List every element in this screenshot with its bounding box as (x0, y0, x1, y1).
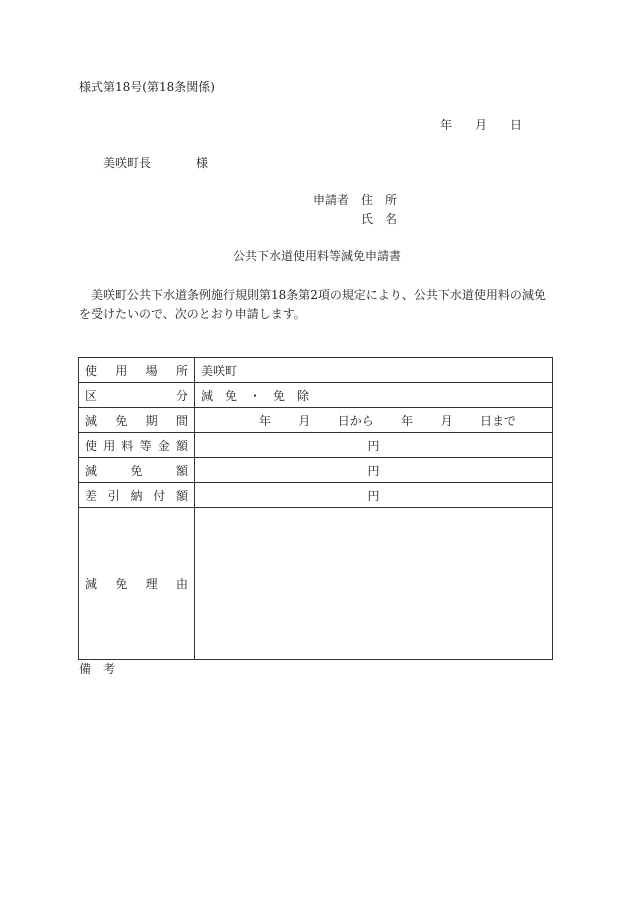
label-char: 年 (259, 413, 272, 428)
label-char: 料 (121, 438, 134, 453)
label-char: 由 (175, 577, 188, 591)
label-char: 月 (298, 413, 311, 428)
label-char: 日から (337, 413, 374, 428)
label-char: 用 (115, 363, 128, 378)
address-label: 住 所 (361, 193, 398, 207)
period-label (79, 408, 195, 433)
label-char: 所 (175, 363, 188, 378)
table-row (79, 383, 553, 408)
category-label (79, 383, 195, 408)
label-char: 納 (130, 488, 143, 503)
net-payment-label (79, 483, 195, 508)
label-char: 免 (115, 577, 128, 591)
label-char: 理 (145, 577, 158, 591)
label-char: 月 (440, 413, 453, 428)
date-line (440, 118, 522, 132)
applicant-name-label: 氏 名 (361, 212, 398, 226)
remarks-label: 備 考 (79, 662, 116, 676)
label-char: 減 (85, 413, 98, 428)
reason-value[interactable] (195, 508, 553, 660)
label-char: 額 (175, 438, 188, 453)
label-char: 期 (145, 413, 158, 428)
fee-amount-value[interactable]: 円 (195, 433, 553, 458)
honorific: 様 (196, 156, 209, 170)
label-char: 引 (107, 488, 120, 503)
reduction-amount-label (79, 458, 195, 483)
table-row (79, 358, 553, 383)
net-payment-value[interactable]: 円 (195, 483, 553, 508)
location-value[interactable]: 美咲町 (195, 358, 553, 383)
label-char: 区 (85, 388, 98, 403)
period-value[interactable] (195, 408, 553, 433)
date-day: 日 (509, 118, 522, 132)
label-char: 減 (85, 463, 98, 478)
label-char: 年 (401, 413, 414, 428)
addressee-name: 美咲町長 (103, 156, 152, 170)
label-char: 日まで (479, 413, 516, 428)
table-row (79, 433, 553, 458)
application-table (78, 357, 553, 660)
document-title: 公共下水道使用料等減免申請書 (233, 249, 402, 263)
fee-amount-label (79, 433, 195, 458)
label-char: 付 (153, 488, 166, 503)
label-char: 使 (85, 363, 98, 378)
addressee (103, 156, 208, 170)
label-char: 使 (85, 438, 98, 453)
table-row (79, 458, 553, 483)
label-char: 額 (175, 488, 188, 503)
label-char: 減 (85, 577, 98, 591)
applicant-label: 申請者 (313, 193, 350, 207)
label-char: 用 (103, 438, 116, 453)
label-char: 金 (157, 438, 170, 453)
label-char: 間 (175, 413, 188, 428)
applicant-address (313, 193, 397, 207)
form-number: 様式第18号(第18条関係) (79, 80, 215, 94)
label-char: 場 (145, 363, 158, 378)
location-label (79, 358, 195, 383)
label-char: 差 (85, 488, 98, 503)
date-month: 月 (474, 118, 487, 132)
table-row (79, 408, 553, 433)
label-char: 免 (130, 463, 143, 478)
label-char: 等 (139, 438, 152, 453)
label-char: 免 (115, 413, 128, 428)
body-text: 美咲町公共下水道条例施行規則第18条第2項の規定により、公共下水道使用料の減免を受けたいので、次のとおり申請します。 (79, 288, 546, 321)
reason-label (79, 508, 195, 660)
table-row (79, 508, 553, 660)
label-char: 額 (175, 463, 188, 478)
category-value[interactable]: 減 免 ・ 免 除 (195, 383, 553, 408)
date-year: 年 (440, 118, 453, 132)
table-row (79, 483, 553, 508)
label-char: 分 (175, 388, 188, 403)
reduction-amount-value[interactable]: 円 (195, 458, 553, 483)
